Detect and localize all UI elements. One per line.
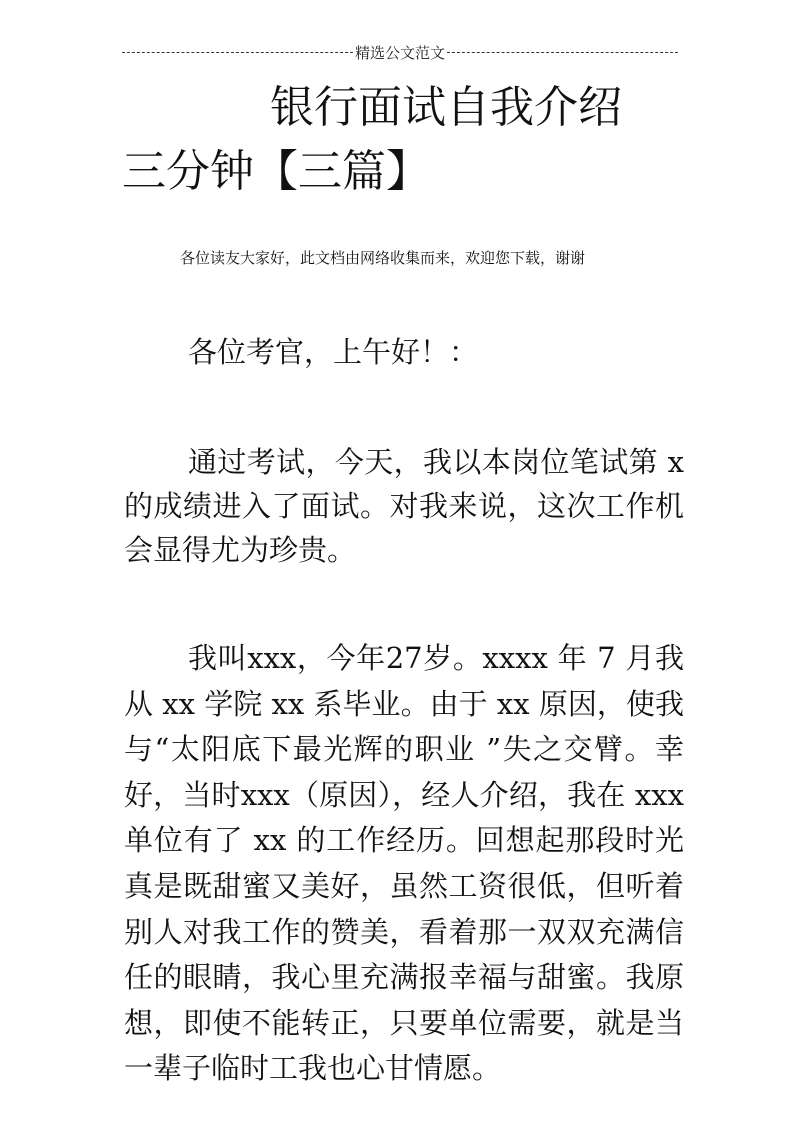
title-line-1: 银行面试自我介绍	[270, 82, 622, 133]
download-note: 各位读友大家好，此文档由网络收集而来，欢迎您下载，谢谢	[180, 249, 586, 267]
greeting: 各位考官，上午好！：	[188, 335, 479, 369]
page-header	[122, 40, 678, 64]
document-title	[122, 76, 682, 204]
paragraph-1: 通过考试，今天，我以本岗位笔试第 x 的成绩进入了面试。对我来说，这次工作机会显得尤为珍贵。	[124, 445, 684, 567]
paragraph-2: 我叫xxx，今年27岁。xxxx 年 7 月我从 xx 学院 xx 系毕业。由于 xx 原因，使我与“太阳底下最光辉的职业 ”失之交臂。幸好，当时xxx（原因），经人介绍，我在 xxx 单位有了 xx 的工作经历。回想起那段时光真是既甜蜜又美好，虽然工资很低，但听着别人对我工作的赞美，看着那一双双充满信任的眼睛，我心里充满报幸福与甜蜜。我原想，即使不能转正，只要单位需要，就是当一辈子临时工我也心甘情愿。	[124, 641, 684, 1086]
header-dash-left	[122, 52, 353, 53]
header-text: 精选公文范文	[355, 43, 446, 62]
header-dash-right	[447, 52, 678, 53]
title-line-2: 三分钟【三篇】	[122, 146, 430, 197]
